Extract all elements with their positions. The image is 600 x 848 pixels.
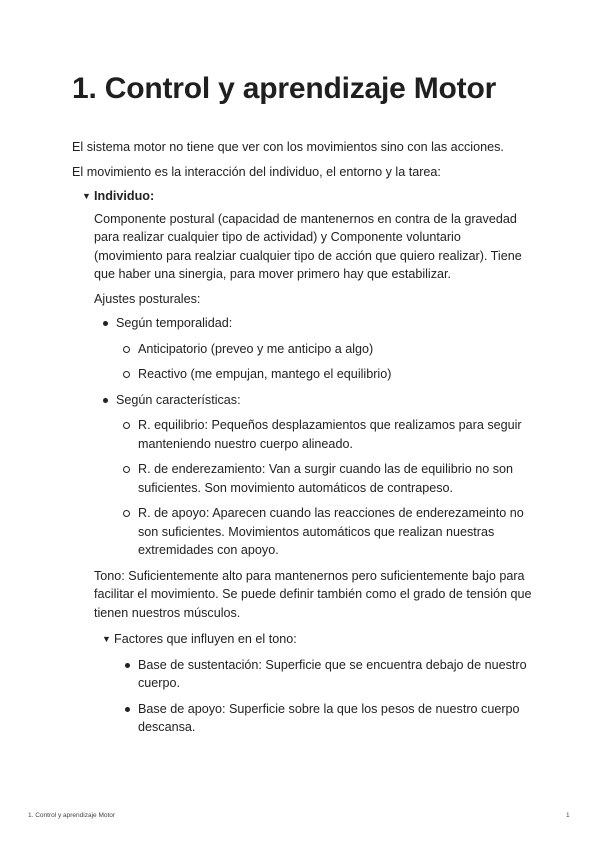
document-body bbox=[72, 138, 532, 744]
bullet-icon bbox=[125, 707, 130, 712]
toggle-label-factores: Factores que influyen en el tono: bbox=[114, 632, 297, 646]
componente-paragraph: Componente postural (capacidad de mantenernos en contra de la gravedad para realizar cualquier tipo de actividad) y Componente voluntario (movimiento para realziar cualquier tipo de acción que quiero realizar). Tiene que haber una sinergia, para mover primero hay que estabilizar. bbox=[94, 211, 522, 281]
list-item bbox=[116, 656, 532, 693]
caracteristicas-list bbox=[116, 416, 532, 560]
temporalidad-item-1: Anticipatorio (preveo y me anticipo a algo) bbox=[138, 341, 374, 356]
caracteristicas-item-2: R. de enderezamiento: Van a surgir cuando las de equilibrio no son suficientes. Son movimiento automáticos de contrapeso. bbox=[138, 462, 514, 495]
triangle-down-icon[interactable]: ▼ bbox=[82, 191, 91, 201]
footer-title: 1. Control y aprendizaje Motor bbox=[28, 812, 116, 819]
toggle-individuo[interactable] bbox=[72, 187, 532, 206]
footer-page-number: 1 bbox=[566, 812, 570, 819]
caracteristicas-label: Según características: bbox=[116, 392, 241, 407]
bullet-icon bbox=[103, 398, 108, 403]
circle-bullet-icon bbox=[123, 346, 130, 353]
temporalidad-list bbox=[116, 340, 532, 384]
intro-paragraph-2: El movimiento es la interacción del individuo, el entorno y la tarea: bbox=[72, 164, 441, 179]
list-item bbox=[116, 365, 532, 384]
page-title: 1. Control y aprendizaje Motor bbox=[72, 72, 497, 105]
intro-paragraph-1: El sistema motor no tiene que ver con los movimientos sino con las acciones. bbox=[72, 140, 504, 154]
factores-list bbox=[94, 656, 532, 737]
list-item bbox=[116, 340, 532, 359]
list-item bbox=[94, 391, 532, 560]
factores-item-1: Base de sustentación: Superficie que se encuentra debajo de nuestro cuerpo. bbox=[138, 657, 527, 690]
individuo-content bbox=[72, 210, 532, 737]
triangle-down-icon[interactable]: ▼ bbox=[102, 634, 111, 644]
factores-item-2: Base de apoyo: Superficie sobre la que los pesos de nuestro cuerpo descansa. bbox=[138, 701, 520, 734]
tono-paragraph: Tono: Suficientemente alto para mantenernos pero suficientemente bajo para facilitar el movimiento. Se puede definir también como el grado de tensión que tienen nuestros músculos. bbox=[94, 568, 532, 620]
ajustes-list bbox=[94, 314, 532, 560]
list-item bbox=[116, 460, 532, 497]
circle-bullet-icon bbox=[123, 510, 130, 517]
temporalidad-item-2: Reactivo (me empujan, mantego el equilibrio) bbox=[138, 367, 392, 381]
circle-bullet-icon bbox=[123, 371, 130, 378]
caracteristicas-item-1: R. equilibrio: Pequeños desplazamientos que realizamos para seguir manteniendo nuestro cuerpo alineado. bbox=[138, 418, 522, 451]
list-item bbox=[116, 504, 532, 560]
list-item bbox=[116, 416, 532, 453]
temporalidad-label: Según temporalidad: bbox=[116, 316, 233, 330]
caracteristicas-item-3: R. de apoyo: Aparecen cuando las reacciones de enderezameinto no son suficientes. Movimientos automáticos que realizan nuestras extremidades con apoyo. bbox=[138, 506, 524, 557]
circle-bullet-icon bbox=[123, 466, 130, 473]
toggle-label-individuo: Individuo: bbox=[94, 189, 155, 203]
list-item bbox=[94, 314, 532, 384]
toggle-factores[interactable] bbox=[94, 630, 532, 649]
list-item bbox=[116, 700, 532, 737]
circle-bullet-icon bbox=[123, 422, 130, 429]
bullet-icon bbox=[103, 321, 108, 326]
bullet-icon bbox=[125, 663, 130, 668]
ajustes-heading: Ajustes posturales: bbox=[94, 291, 201, 306]
